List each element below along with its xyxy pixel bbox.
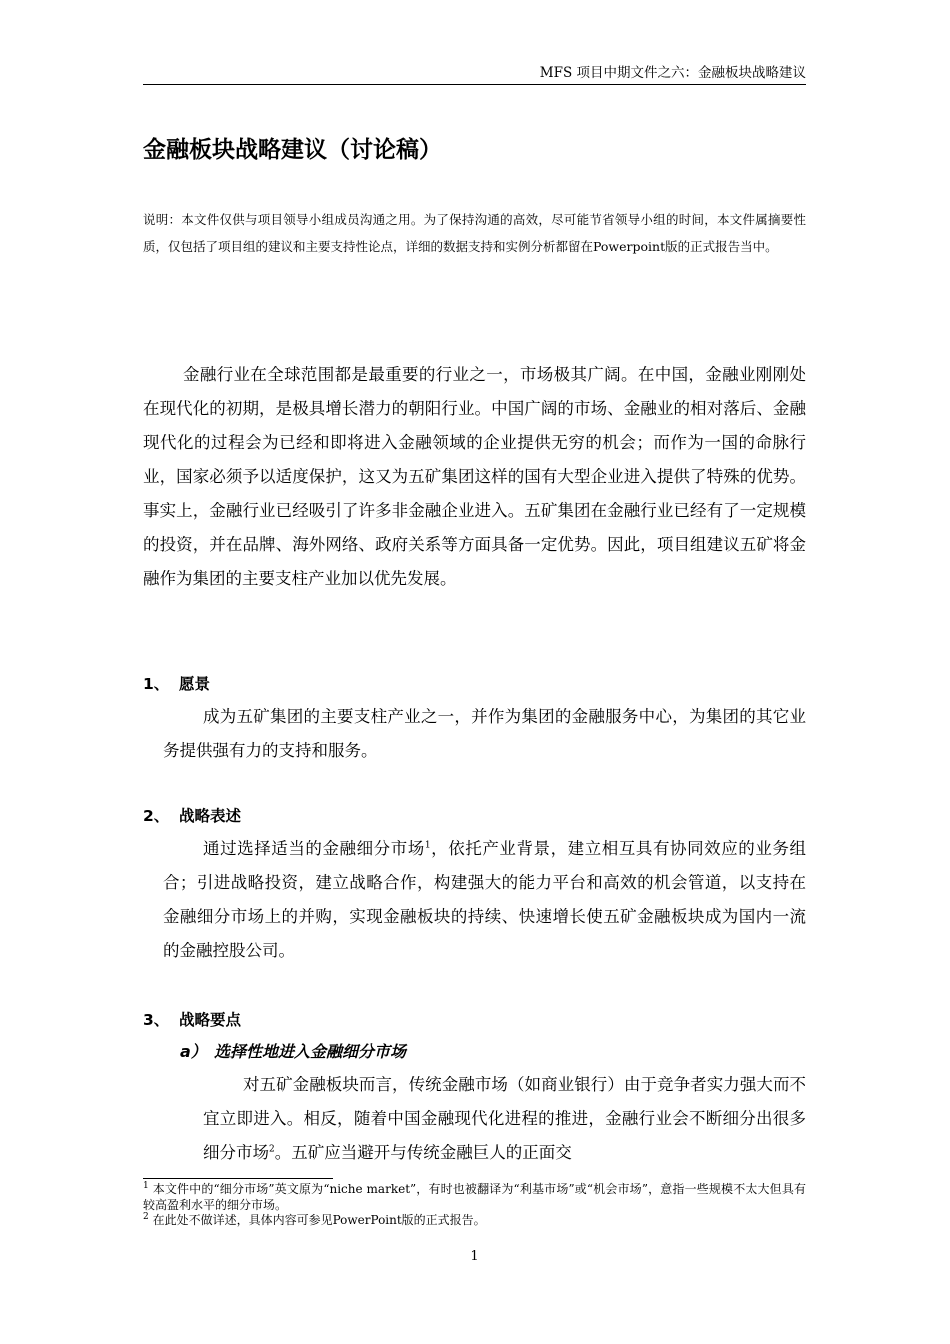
subsection-number: a） bbox=[180, 1042, 207, 1061]
footnote-text: 本文件中的“细分市场”英文原为“niche market”，有时也被翻译为“利基市场”或“机会市场”，意指一些规模不太大但具有较高盈利水平的细分市场。 bbox=[143, 1182, 806, 1212]
section-title: 战略要点 bbox=[179, 1011, 242, 1029]
running-header: MFS 项目中期文件之六：金融板块战略建议 bbox=[539, 65, 806, 81]
footnote-separator bbox=[143, 1178, 333, 1179]
statement-text-part1: 通过选择适当的金融细分市场 bbox=[203, 839, 425, 858]
document-title: 金融板块战略建议（讨论稿） bbox=[143, 137, 442, 163]
strategy-statement-paragraph bbox=[163, 832, 806, 968]
subsection-title: 选择性地进入金融细分市场 bbox=[214, 1042, 407, 1061]
footnotes bbox=[143, 1182, 806, 1229]
subsection-heading-a bbox=[180, 1040, 406, 1064]
footnote-ref-1[interactable]: 1 bbox=[424, 840, 431, 851]
vision-paragraph: 成为五矿集团的主要支柱产业之一，并作为集团的金融服务中心，为集团的其它业务提供强有力的支持和服务。 bbox=[163, 707, 806, 760]
statement-text-part2: ，依托产业背景，建立相互具有协同效应的业务组合；引进战略投资，建立战略合作，构建强大的能力平台和高效的机会管道，以支持在金融细分市场上的并购，实现金融板块的持续、快速增长使五矿金融板块成为国内一流的金融控股公司。 bbox=[163, 839, 807, 960]
section-heading-strategy-points bbox=[143, 1008, 241, 1032]
section-heading-strategy-statement bbox=[143, 804, 241, 828]
disclaimer-note: 说明：本文件仅供与项目领导小组成员沟通之用。为了保持沟通的高效，尽可能节省领导小组的时间，本文件属摘要性质，仅包括了项目组的建议和主要支持性论点，详细的数据支持和实例分析都留在Powerpoint版的正式报告当中。 bbox=[143, 212, 806, 254]
intro-paragraph: 金融行业在全球范围都是最重要的行业之一，市场极其广阔。在中国，金融业刚刚处在现代化的初期，是极具增长潜力的朝阳行业。中国广阔的市场、金融业的相对落后、金融现代化的过程会为已经和即将进入金融领域的企业提供无穷的机会；而作为一国的命脉行业，国家必须予以适度保护，这又为五矿集团这样的国有大型企业进入提供了特殊的优势。事实上，金融行业已经吸引了许多非金融企业进入。五矿集团在金融行业已经有了一定规模的投资，并在品牌、海外网络、政府关系等方面具备一定优势。因此，项目组建议五矿将金融作为集团的主要支柱产业加以优先发展。 bbox=[143, 365, 806, 588]
section-title: 愿景 bbox=[179, 675, 211, 693]
section-number: 2、 bbox=[143, 807, 170, 825]
footnote-text: 在此处不做详述，具体内容可参见PowerPoint版的正式报告。 bbox=[152, 1213, 486, 1227]
footnote-ref-2[interactable]: 2 bbox=[269, 1144, 275, 1155]
section-number: 1、 bbox=[143, 675, 170, 693]
section-number: 3、 bbox=[143, 1011, 170, 1029]
section-title: 战略表述 bbox=[179, 807, 242, 825]
page-number: 1 bbox=[470, 1249, 479, 1264]
section-heading-vision bbox=[143, 672, 210, 696]
footnote-mark: 2 bbox=[143, 1212, 149, 1222]
point-a-paragraph bbox=[203, 1068, 806, 1170]
footnote-1 bbox=[143, 1182, 806, 1213]
footnote-mark: 1 bbox=[143, 1181, 149, 1191]
point-a-text-part1: 对五矿金融板块而言，传统金融市场（如商业银行）由于竞争者实力强大而不宜立即进入。相反，随着中国金融现代化进程的推进，金融行业会不断细分出很多细分市场 bbox=[203, 1075, 806, 1162]
point-a-text-part2: 。五矿应当避开与传统金融巨人的正面交 bbox=[274, 1143, 572, 1162]
footnote-2 bbox=[143, 1213, 806, 1229]
header-divider bbox=[143, 84, 806, 85]
